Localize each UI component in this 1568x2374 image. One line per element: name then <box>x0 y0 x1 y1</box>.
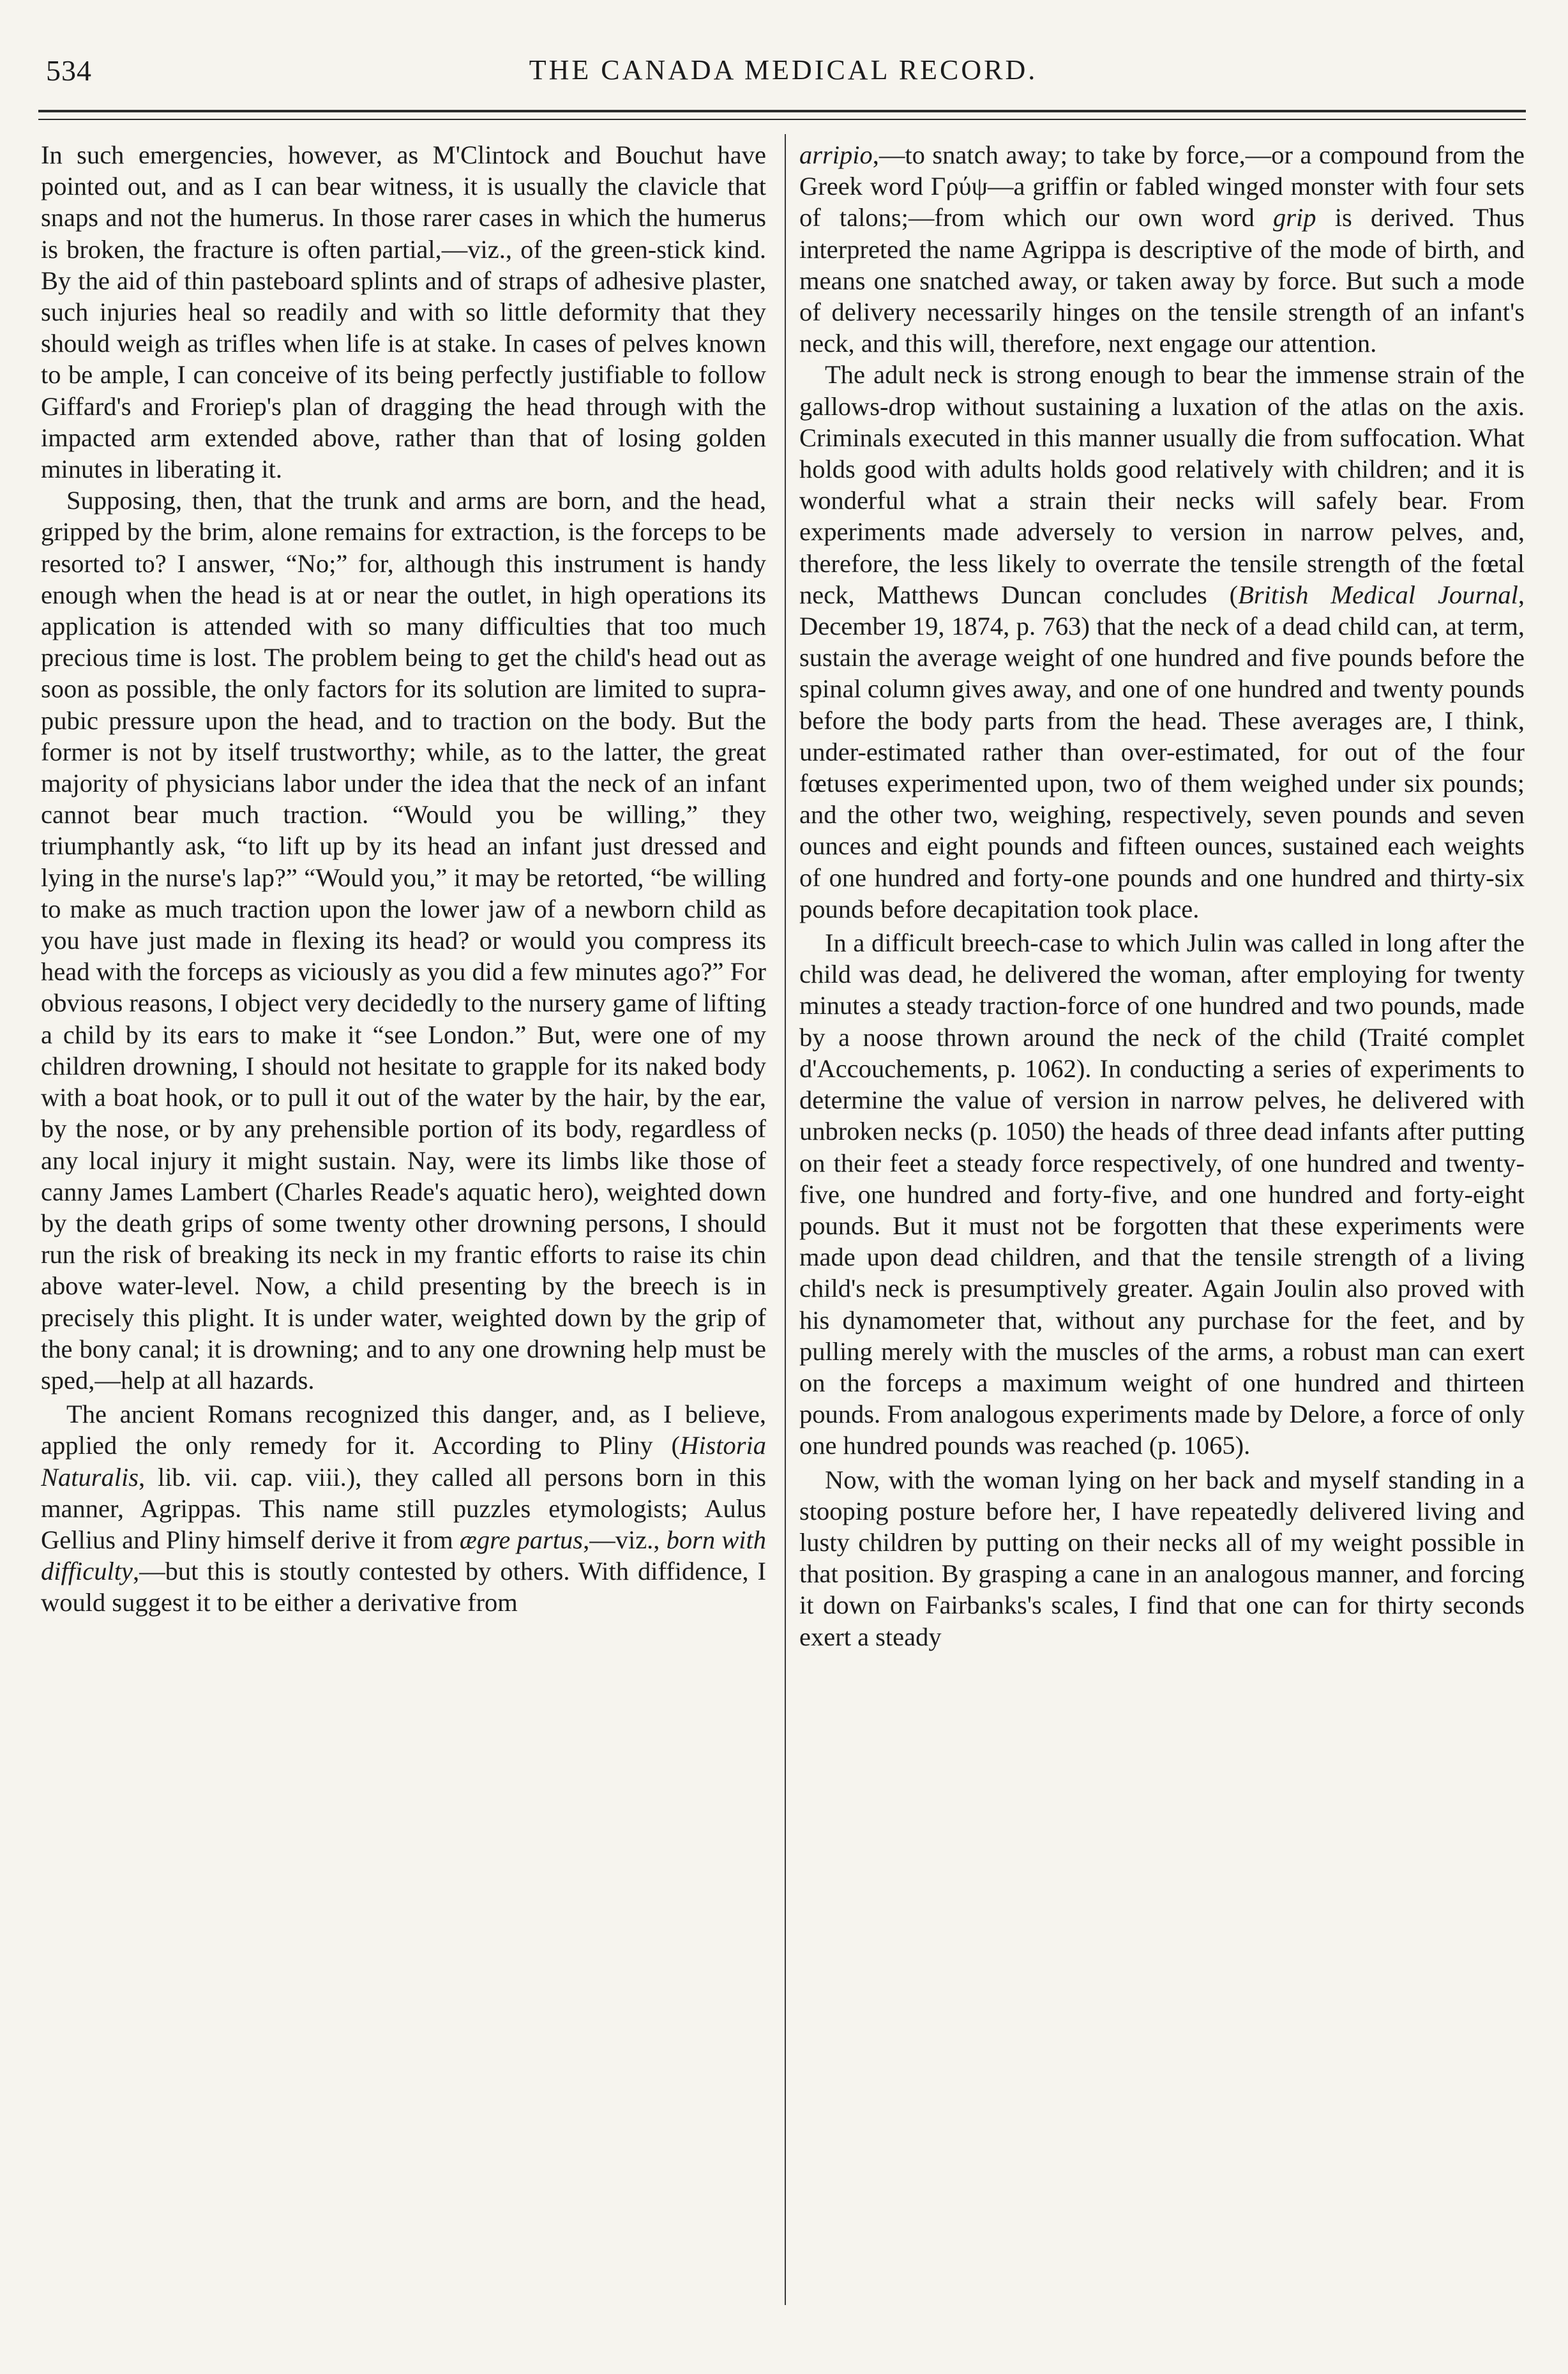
right-paragraph-3: In a difficult breech-case to which Julin was called in long after the child was dead, he delivered the woman, after employing for twenty minutes a steady traction-force of one hundred and two pounds, made by a noose thrown around the neck of the child (Traité complet d'Accouchements, p. 1062). In conducting a series of experiments to determine the value of version in narrow pelves, he delivered with unbroken necks (p. 1050) the heads of three dead infants after putting on their feet a steady force respectively, of one hundred and twenty-five, one hundred and forty-five, and one hundred and forty-eight pounds. But it must not be forgotten that these experiments were made upon dead children, and that the tensile strength of a living child's neck is presumptively greater. Again Joulin also proved with his dynamometer that, without any purchase for the feet, and by pulling merely with the muscles of the arms, a robust man can exert on the forceps a maximum weight of one hundred and thirteen pounds. From analogous experiments made by Delore, a force of only one hundred pounds was reached (p. 1065). <box>799 928 1525 1460</box>
page-number: 534 <box>46 54 92 87</box>
right-p2-text-a: The adult neck is strong enough to bear the immense strain of the gallows-drop without sustaining a luxation of the atlas on the axis. Criminals executed in this manner usually die from suffocation. What holds good with adults holds good relatively with children; and it is wonderful what a strain their necks will safely bear. From experiments made adversely to version in narrow pelves, and, therefore, the less likely to overrate the tensile strength of the fœtal neck, Matthews Duncan concludes ( <box>799 360 1525 609</box>
journal-title: THE CANADA MEDICAL RECORD. <box>529 54 1038 86</box>
right-p1-text-b: is derived. Thus interpreted the name Agrippa is descriptive of the mode of birth, and means one snatched away, or taken away by force. But such a mode of delivery necessarily hinges on the tensile strength of an infant's neck, and this will, therefore, next engage our attention. <box>799 203 1525 358</box>
left-p3-text-b: , lib. vii. cap. viii.), they called all persons born in this manner, Agrippas. This name still puzzles etymologists; Aulus Gellius and Pliny himself derive it from <box>41 1462 766 1554</box>
left-paragraph-3 <box>41 1398 766 1618</box>
left-p3-italic-born-with-difficulty: born with difficulty <box>41 1525 766 1586</box>
right-p1-italic-arripio: arripio <box>799 140 873 169</box>
header-rule-thin <box>38 119 1526 120</box>
right-p1-italic-grip: grip <box>1273 203 1316 232</box>
left-paragraph-1: In such emergencies, however, as M'Clintock and Bouchut have pointed out, and as I can bear witness, it is usually the clavicle that snaps and not the humerus. In those rarer cases in which the humerus is broken, the fracture is often partial,—viz., of the green-stick kind. By the aid of thin pasteboard splints and of straps of adhesive plaster, such injuries heal so readily and with so little deformity that they should weigh as trifles when life is at stake. In cases of pelves known to be ample, I can conceive of its being perfectly justifiable to follow Giffard's and Froriep's plan of dragging the head through with the impacted arm extended above, rather than that of losing golden minutes in liberating it. <box>41 140 766 484</box>
left-p3-italic-historia: Historia Naturalis <box>41 1431 766 1492</box>
page-header <box>46 54 1521 98</box>
left-p3-italic-aegre-partus: ægre partus <box>459 1525 584 1554</box>
header-rule-thick <box>38 110 1526 112</box>
column-divider <box>785 134 786 2305</box>
right-p1-text-a: ,—to snatch away; to take by force,—or a compound from the Greek word Γρύψ—a griffin or fabled winged monster with four sets of talons;—from which our own word <box>799 140 1525 232</box>
left-p3-text-c: ,—viz., <box>583 1525 667 1554</box>
left-paragraph-2: Supposing, then, that the trunk and arms are born, and the head, gripped by the brim, alone remains for extraction, is the forceps to be resorted to? I answer, “No;” for, although this instrument is handy enough when the head is at or near the outlet, in high operations its application is attended with so many difficulties that too much precious time is lost. The problem being to get the child's head out as soon as possible, the only factors for its solution are limited to supra-pubic pressure upon the head, and to traction on the body. But the former is not by itself trustworthy; while, as to the latter, the great majority of physicians labor under the idea that the neck of an infant cannot bear much traction. “Would you be willing,” they triumphantly ask, “to lift up by its head an infant just dressed and lying in the nurse's lap?” “Would you,” it may be retorted, “be willing to make as much traction upon the lower jaw of a newborn child as you have just made in flexing its head? or would you compress its head with the forceps as viciously as you did a few minutes ago?” For obvious reasons, I object very decidedly to the nursery game of lifting a child by its ears to make it “see London.” But, were one of my children drowning, I should not hesitate to grapple for its naked body with a boat hook, or to pull it out of the water by the hair, by the ear, by the nose, or by any prehensible portion of its body, regardless of any local injury it might sustain. Nay, were its limbs like those of canny James Lambert (Charles Reade's aquatic hero), weighted down by the death grips of some twenty other drowning persons, I should run the risk of breaking its neck in my frantic efforts to raise its chin above water-level. Now, a child presenting by the breech is in precisely this plight. It is under water, weighted down by the grip of the bony canal; it is drowning; and to any one drowning help must be sped,—help at all hazards. <box>41 486 766 1395</box>
right-paragraph-2 <box>799 359 1525 925</box>
left-p3-text-d: ,—but this is stoutly contested by others. With diffidence, I would suggest it to be either a derivative from <box>41 1557 766 1617</box>
left-column <box>41 139 766 2336</box>
right-column <box>799 139 1525 2336</box>
right-paragraph-1 <box>799 139 1525 359</box>
right-paragraph-4: Now, with the woman lying on her back and myself standing in a stooping posture before her, I have repeatedly delivered living and lusty children by putting on their necks all of my weight possible in that position. By grasping a cane in an analogous manner, and forcing it down on Fairbanks's scales, I find that one can for thirty seconds exert a steady <box>799 1465 1525 1651</box>
right-p2-text-b: , December 19, 1874, p. 763) that the neck of a dead child can, at term, sustain the average weight of one hundred and five pounds before the spinal column gives away, and one of one hundred and twenty pounds before the body parts from the head. These averages are, I think, under-estimated rather than over-estimated, for out of the four fœtuses experimented upon, two of them weighed under six pounds; and the other two, weighing, respectively, seven pounds and seven ounces and eight pounds and fifteen ounces, sustained each weights of one hundred and forty-one pounds and one hundred and thirty-six pounds before decapitation took place. <box>799 580 1525 923</box>
left-p3-text-a: The ancient Romans recognized this danger, and, as I believe, applied the only remedy for it. According to Pliny ( <box>41 1400 766 1460</box>
right-p2-italic-bmj: British Medical Journal <box>1238 580 1518 609</box>
